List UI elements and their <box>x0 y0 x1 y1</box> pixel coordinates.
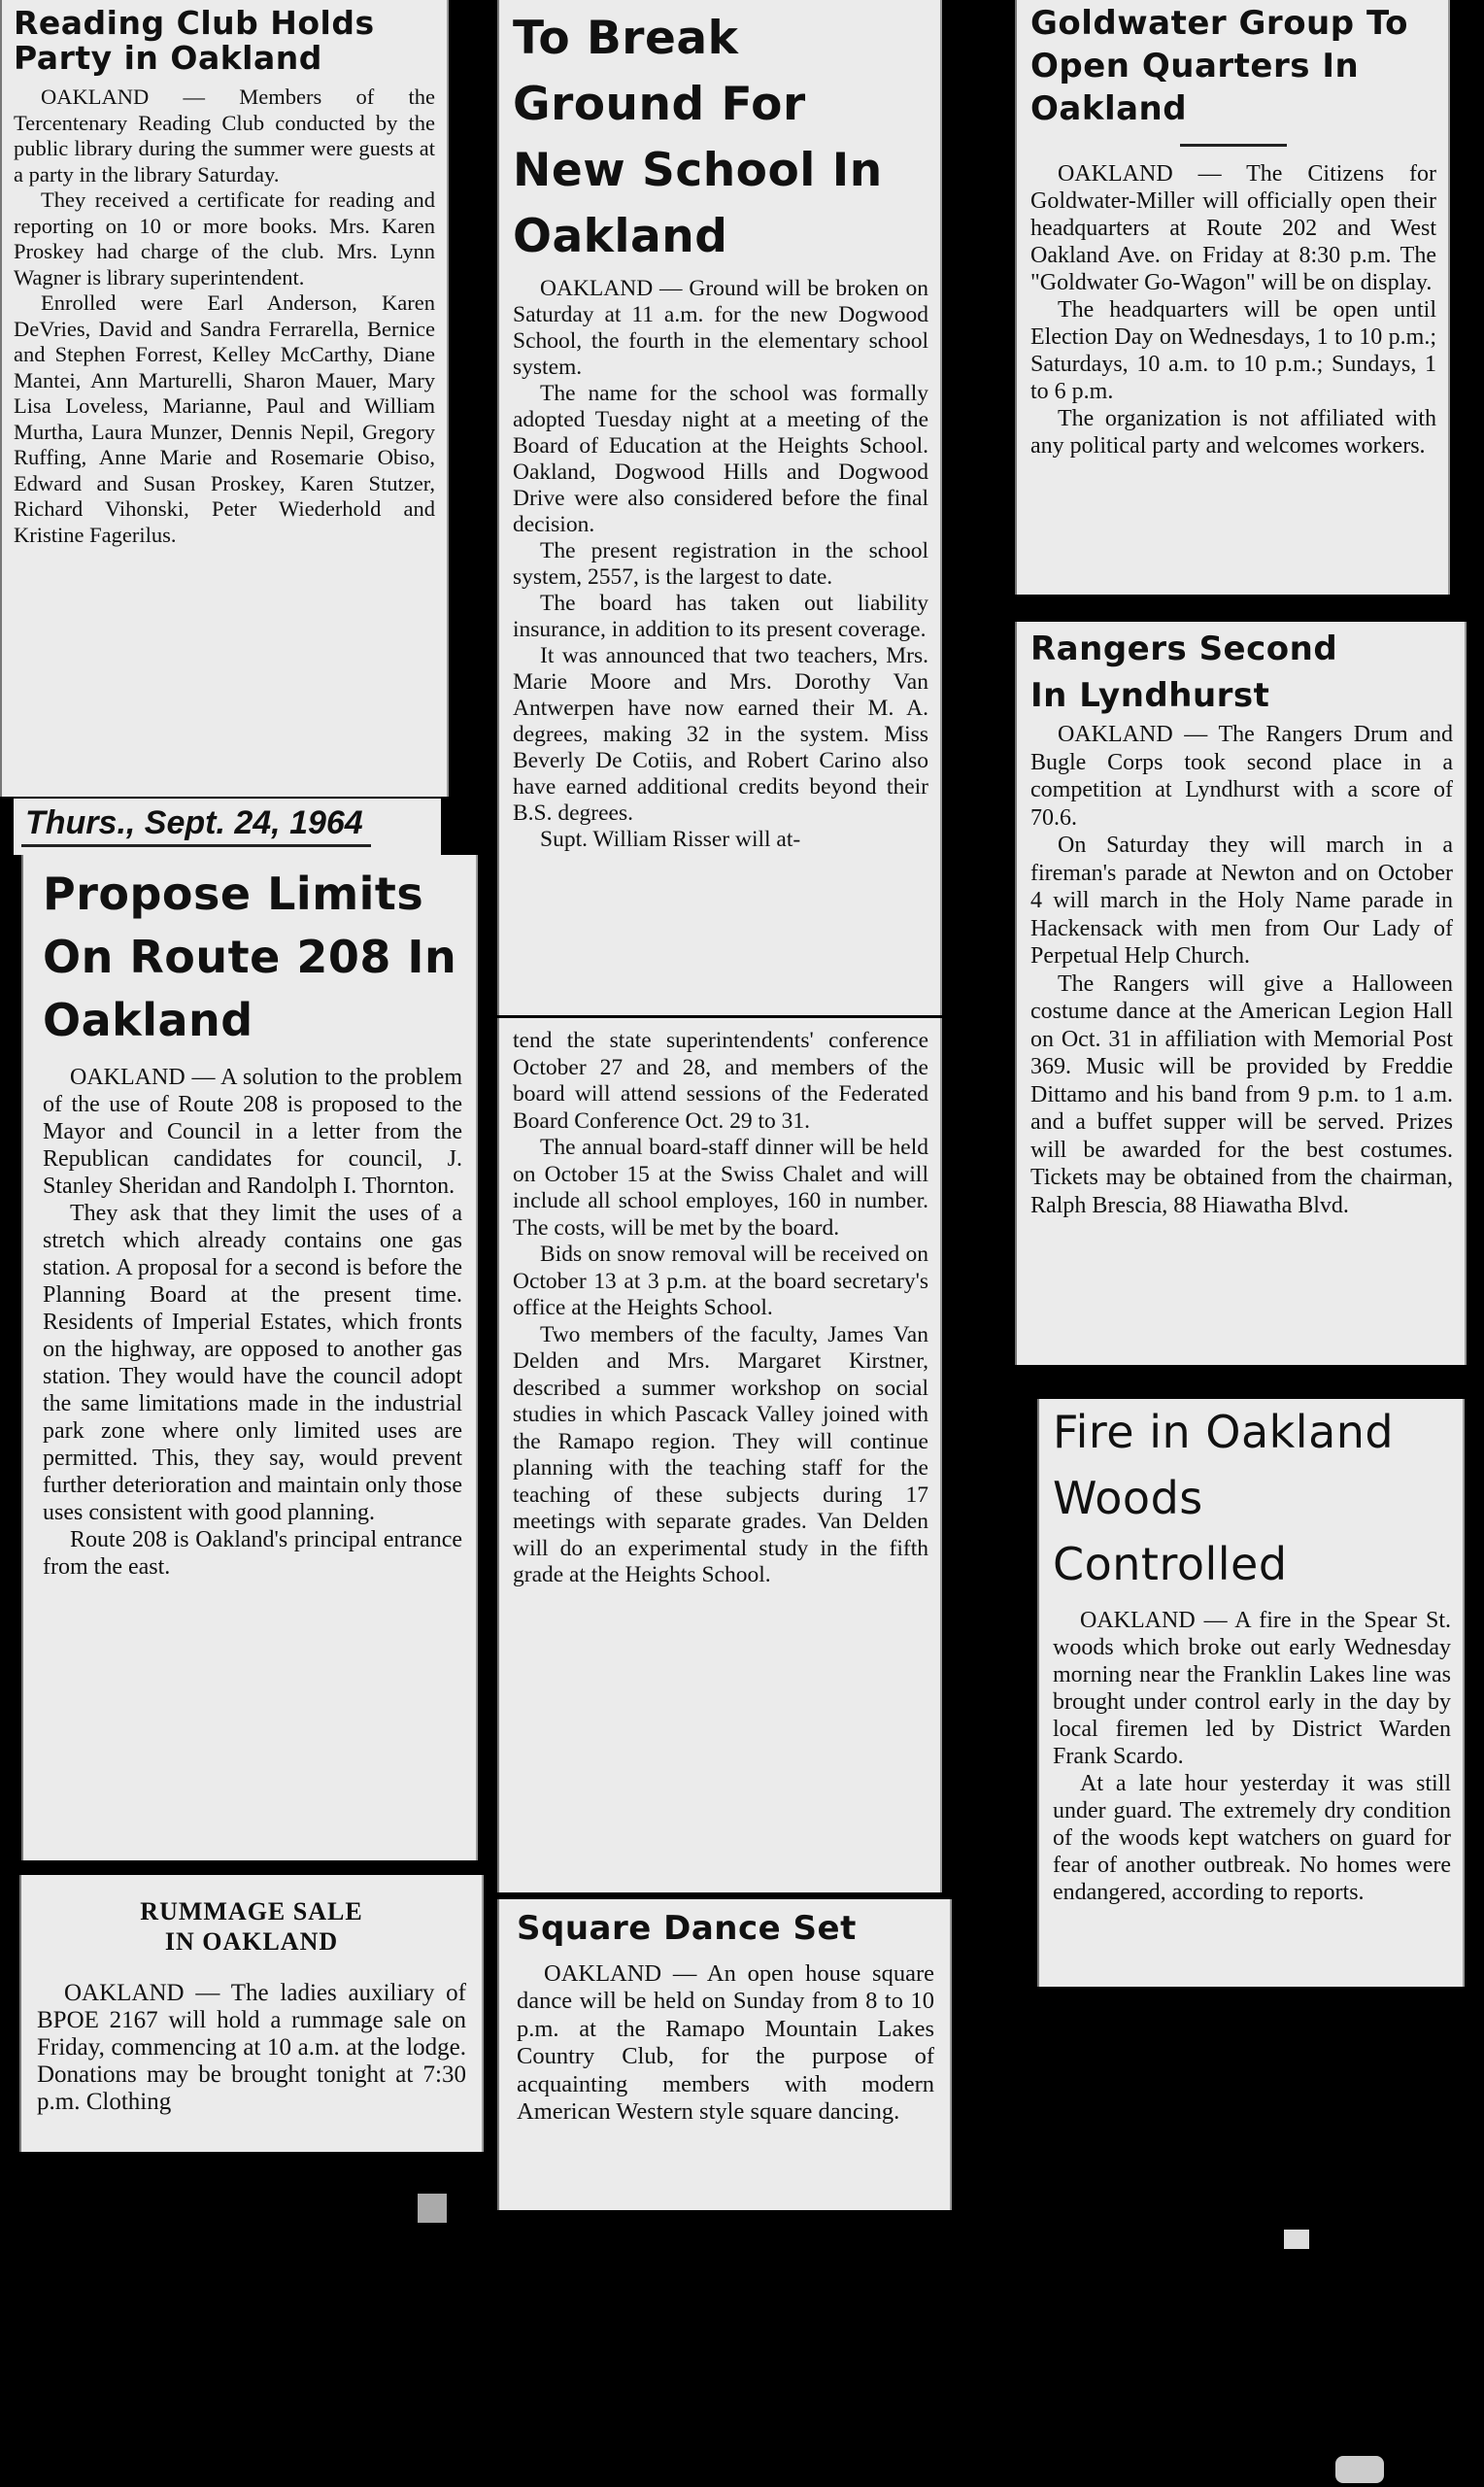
headline: Reading Club Holds Party in Oakland <box>14 4 375 77</box>
paragraph: The name for the school was formally adopted Tuesday night at a meeting of the Board of Education at the Heights School. Oakland, Dogwood Hills and Dogwood Drive were also considered before the final decision. <box>513 381 928 537</box>
paragraph: The Rangers will give a Halloween costume dance at the American Legion Hall on Oct. 31 in affiliation with Memorial Post 369. Music will be provided by Freddie Dittamo and his band from 9 p.m. to 1 a.m. and a buffet supper will be served. Prizes will be awarded for the best costumes. Tickets may be obtained from the chairman, Ralph Brescia, 88 Hiawatha Blvd. <box>1030 971 1453 1218</box>
clipping-new-school-continued <box>497 1018 942 1892</box>
paragraph: The headquarters will be open until Election Day on Wednesdays, 1 to 10 p.m.; Saturdays, 10 a.m. to 10 p.m.; Sundays, 1 to 6 p.m. <box>1030 297 1436 404</box>
paragraph: OAKLAND — Members of the Tercentenary Reading Club conducted by the public library during the summer were guests at a party in the library Saturday. <box>14 85 435 187</box>
paragraph: Supt. William Risser will at- <box>540 827 801 852</box>
paragraph: Bids on snow removal will be received on October 13 at 3 p.m. at the board secretary's office at the Heights School. <box>513 1242 928 1320</box>
clipping-fire <box>1037 1399 1465 1987</box>
paragraph: On Saturday they will march in a fireman's parade at Newton and on October 4 will march in the Holy Name parade in Hackensack with men from Our Lady of Perpetual Help Church. <box>1030 833 1453 969</box>
paragraph: They received a certificate for reading and reporting on 10 or more books. Mrs. Karen Proskey had charge of the club. Mrs. Lynn Wagner is library superintendent. <box>14 187 435 290</box>
article-body <box>513 1028 928 1589</box>
clipping-square-dance <box>497 1899 952 2210</box>
paragraph: tend the state superintendents' conference October 27 and 28, and members of the board will attend sessions of the Federated Board Conference Oct. 29 to 31. <box>513 1028 928 1134</box>
clipping-new-school <box>497 0 942 1015</box>
article-body <box>43 1064 462 1581</box>
paragraph: OAKLAND — A solution to the problem of the use of Route 208 is proposed to the Mayor and Council in a letter from the Republican candidates for council, J. Stanley Sheridan and Randolph I. Thornton. <box>43 1065 462 1199</box>
clipping-dateline <box>14 799 441 855</box>
clipping-route-208 <box>21 855 478 1860</box>
headline: Rangers Second In Lyndhurst <box>1030 630 1338 715</box>
article-body <box>513 276 928 853</box>
scan-speck <box>1284 2230 1309 2249</box>
paragraph: OAKLAND — A fire in the Spear St. woods which broke out early Wednesday morning near the Franklin Lakes line was brought under control early in the day by local firemen led by District Warden Frank Scardo. <box>1053 1608 1451 1769</box>
article-body <box>1030 721 1453 1219</box>
paragraph: They ask that they limit the uses of a stretch which already contains one gas station. A proposal for a second is before the Planning Board at the present time. Residents of Imperial Estates, which fronts on the highway, are opposed to another gas station. They would have the council adopt the same limitations made in the industrial park zone where only limited uses are permitted. This, they say, would prevent further deterioration and maintain only those uses consistent with good planning. <box>43 1201 462 1525</box>
paragraph: The organization is not affiliated with any political party and welcomes workers. <box>1030 406 1436 459</box>
paragraph: OAKLAND — The Rangers Drum and Bugle Corps took second place in a competition at Lyndhurst with a score of 70.6. <box>1030 722 1453 831</box>
article-body <box>1030 160 1436 460</box>
article-body <box>37 1980 466 2116</box>
paragraph: Two members of the faculty, James Van Delden and Mrs. Margaret Kirstner, described a summer workshop on social studies in which Pascack Valley joined with the Ramapo region. They will continue planning with the teaching staff for the teaching of these subjects during 17 meetings with separate grades. Van Delden will do an experimental study in the fifth grade at the Heights School. <box>513 1321 928 1587</box>
paragraph: OAKLAND — The ladies auxiliary of BPOE 2167 will hold a rummage sale on Friday, commencing at 10 a.m. at the lodge. Donations may be brought tonight at 7:30 p.m. Clothing <box>37 1980 466 2116</box>
scan-speck <box>1335 2456 1384 2483</box>
headline: Propose Limits On Route 208 In Oakland <box>43 868 457 1046</box>
headline: RUMMAGE SALE IN OAKLAND <box>140 1897 363 1957</box>
publication-date: Thurs., Sept. 24, 1964 <box>21 804 371 847</box>
paragraph: At a late hour yesterday it was still under guard. The extremely dry condition of the woods kept watchers on guard for fear of another outbreak. No homes were endangered, according to reports. <box>1053 1771 1451 1905</box>
paragraph: The board has taken out liability insurance, in addition to its present coverage. <box>513 591 928 642</box>
clipping-rangers <box>1015 622 1467 1365</box>
headline: Goldwater Group To Open Quarters In Oakland <box>1030 4 1408 128</box>
divider <box>1180 144 1287 147</box>
article-body <box>14 85 435 548</box>
paragraph: Route 208 is Oakland's principal entrance from the east. <box>43 1527 462 1580</box>
paragraph: Enrolled were Earl Anderson, Karen DeVries, David and Sandra Ferrarella, Bernice and Stephen Forrest, Kelley McCarthy, Diane Mantei, Ann Marturelli, Sharon Mauer, Mary Lisa Loveless, Marianne, Paul and William Murtha, Laura Munzer, Dennis Nepil, Gregory Ruffing, Anne Marie and Rosemarie Obiso, Edward and Susan Proskey, Karen Stutzer, Richard Vihonski, Peter Wiederhold and Kristine Fagerilus. <box>14 290 435 547</box>
scan-speck <box>418 2194 447 2223</box>
paragraph: OAKLAND — Ground will be broken on Saturday at 11 a.m. for the new Dogwood School, the fourth in the elementary school system. <box>513 276 928 380</box>
paragraph: The present registration in the school system, 2557, is the largest to date. <box>513 538 928 590</box>
clipping-rummage-sale <box>19 1875 484 2152</box>
headline: Fire in Oakland Woods Controlled <box>1053 1406 1395 1590</box>
article-body <box>517 1960 934 2127</box>
paragraph: OAKLAND — The Citizens for Goldwater-Miller will officially open their headquarters at Route 202 and West Oakland Ave. on Friday at 8:30 p.m. The "Goldwater Go-Wagon" will be on display. <box>1030 161 1436 295</box>
headline: To Break Ground For New School In Oakland <box>513 12 883 263</box>
paragraph: OAKLAND — An open house square dance will be held on Sunday from 8 to 10 p.m. at the Ramapo Mountain Lakes Country Club, for the purpose of acquainting members with modern American Western style square dancing. <box>517 1959 934 2126</box>
clipping-reading-club <box>0 0 449 797</box>
headline: Square Dance Set <box>517 1909 857 1948</box>
paragraph: The annual board-staff dinner will be held on October 15 at the Swiss Chalet and will include all school employes, 160 in number. The costs, will be met by the board. <box>513 1135 928 1241</box>
clipping-goldwater <box>1015 0 1450 595</box>
article-body <box>1053 1607 1451 1906</box>
paragraph: It was announced that two teachers, Mrs. Marie Moore and Mrs. Dorothy Van Antwerpen have now earned their M. A. degrees, making 32 in the system. Miss Beverly De Cotiis, and Robert Carino also have earned additional credits beyond their B.S. degrees. <box>513 643 928 826</box>
